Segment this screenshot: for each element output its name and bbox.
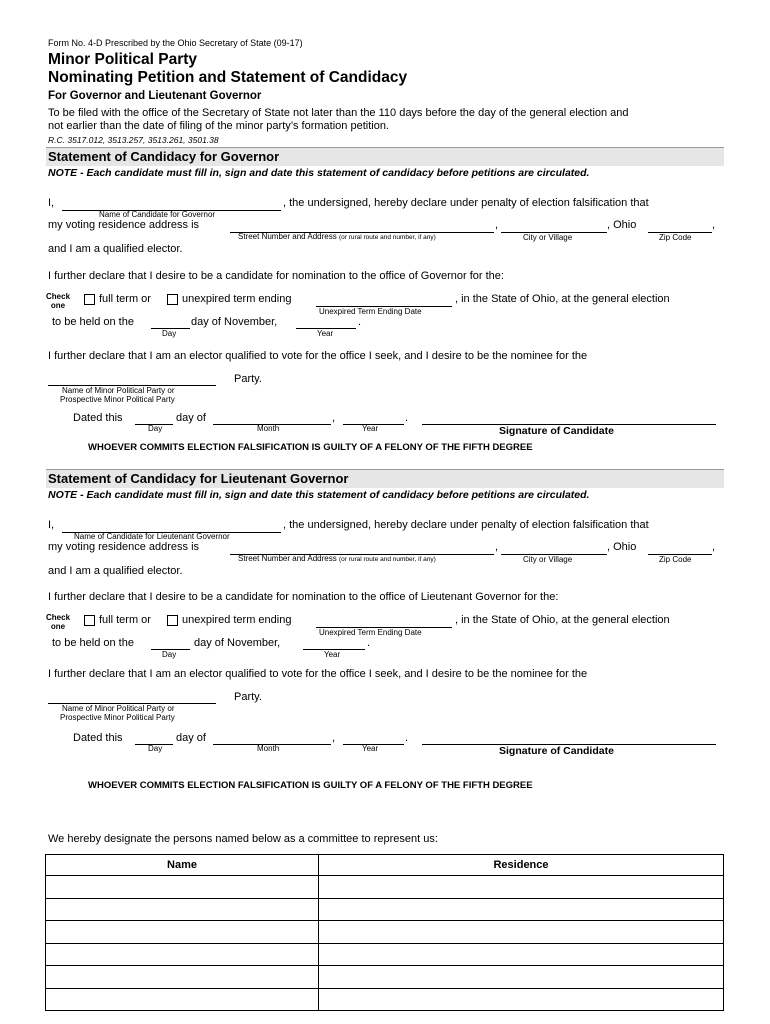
governor-full-term-checkbox[interactable] [84, 294, 95, 305]
lt-governor-unexpired-caption: Unexpired Term Ending Date [319, 628, 422, 637]
lt-governor-party-caption-2: Prospective Minor Political Party [60, 713, 175, 722]
lt-governor-day-of: day of [176, 732, 206, 744]
governor-year-caption: Year [317, 329, 334, 338]
lt-governor-dated-comma: , [332, 732, 336, 744]
committee-intro: We hereby designate the persons named below as a committee to represent us: [48, 833, 438, 845]
governor-street-caption: Street Number and Address (or rural route and number, if any) [238, 232, 436, 241]
table-row [46, 876, 724, 899]
form-subtitle: For Governor and Lieutenant Governor [48, 90, 262, 102]
governor-unexpired-term-checkbox[interactable] [167, 294, 178, 305]
lt-governor-zip-caption: Zip Code [659, 555, 692, 564]
lt-governor-full-term-label: full term or [99, 614, 151, 626]
lt-governor-day-caption: Day [162, 650, 177, 659]
lt-governor-street-caption: Street Number and Address (or rural route and number, if any) [238, 554, 436, 563]
lt-governor-party-label: Party. [234, 691, 262, 703]
governor-held-on-label: to be held on the [52, 316, 134, 328]
governor-day-of: day of [176, 412, 206, 424]
governor-note: NOTE - Each candidate must fill in, sign and date this statement of candidacy before petitions are circulated. [48, 167, 590, 179]
governor-ohio-label: , Ohio [607, 219, 637, 231]
table-row [46, 943, 724, 966]
governor-city-caption: City or Village [523, 233, 573, 242]
governor-dated-period: . [405, 412, 409, 424]
committee-residence-cell[interactable] [319, 966, 724, 989]
governor-unexpired-caption: Unexpired Term Ending Date [319, 307, 422, 316]
governor-further-declare-elector: I further declare that I am an elector qualified to vote for the office I seek, and I desire to be the nominee for the [48, 350, 588, 362]
lt-governor-name-caption: Name of Candidate for Lieutenant Governor [74, 532, 230, 541]
form-number: Form No. 4-D Prescribed by the Ohio Secretary of State (09-17) [48, 38, 303, 48]
governor-declare-text: , the undersigned, hereby declare under penalty of election falsification that [283, 197, 649, 209]
committee-residence-cell[interactable] [319, 876, 724, 899]
governor-section-header [46, 147, 724, 166]
governor-period: . [358, 316, 362, 328]
lt-governor-section-header [46, 469, 724, 488]
committee-table [45, 854, 724, 1011]
table-row [46, 966, 724, 989]
governor-state-text: , in the State of Ohio, at the general election [455, 293, 670, 305]
governor-party-caption-1: Name of Minor Political Party or [62, 386, 175, 395]
governor-comma: , [495, 219, 499, 231]
lt-governor-dated-period: . [405, 732, 409, 744]
revised-code-reference: R.C. 3517.012, 3513.257, 3513.261, 3501.38 [48, 135, 219, 145]
lt-governor-party-caption-1: Name of Minor Political Party or [62, 704, 175, 713]
committee-name-cell[interactable] [46, 921, 319, 944]
lt-governor-period: . [367, 637, 371, 649]
lt-governor-unexpired-term-label: unexpired term ending [182, 614, 292, 626]
governor-full-term-label: full term or [99, 293, 151, 305]
governor-dated-day-caption: Day [148, 424, 163, 433]
governor-falsification-warning: WHOEVER COMMITS ELECTION FALSIFICATION IS GUILTY OF A FELONY OF THE FIFTH DEGREE [88, 442, 533, 453]
committee-residence-cell[interactable] [319, 921, 724, 944]
lt-governor-held-on-label: to be held on the [52, 637, 134, 649]
lt-governor-state-text: , in the State of Ohio, at the general election [455, 614, 670, 626]
lt-governor-dated-day-caption: Day [148, 744, 163, 753]
governor-unexpired-term-label: unexpired term ending [182, 293, 292, 305]
committee-name-cell[interactable] [46, 988, 319, 1011]
filing-instructions-line-2: not earlier than the date of filing of the minor party’s formation petition. [48, 120, 389, 132]
committee-name-cell[interactable] [46, 876, 319, 899]
table-row [46, 921, 724, 944]
committee-residence-cell[interactable] [319, 988, 724, 1011]
form-title-minor-party: Minor Political Party [48, 51, 198, 68]
lt-governor-year-caption: Year [324, 650, 341, 659]
governor-dated-month-caption: Month [257, 424, 280, 433]
form-title-petition: Nominating Petition and Statement of Candidacy [48, 69, 408, 86]
governor-dated-this: Dated this [73, 412, 123, 424]
governor-party-label: Party. [234, 373, 262, 385]
governor-day-caption: Day [162, 329, 177, 338]
governor-zip-caption: Zip Code [659, 233, 692, 242]
governor-signature-label: Signature of Candidate [499, 425, 614, 437]
lt-governor-further-declare-office: I further declare that I desire to be a candidate for nomination to the office of Lieutenant Governor for the: [48, 591, 559, 603]
lt-governor-zip-comma: , [712, 541, 716, 553]
lt-governor-signature-label: Signature of Candidate [499, 745, 614, 757]
governor-day-of-november: day of November, [191, 316, 278, 328]
committee-name-cell[interactable] [46, 943, 319, 966]
governor-name-caption: Name of Candidate for Governor [99, 210, 216, 219]
lt-governor-declare-text: , the undersigned, hereby declare under penalty of election falsification that [283, 519, 649, 531]
lt-governor-qualified-text: and I am a qualified elector. [48, 565, 183, 577]
governor-dated-year-caption: Year [362, 424, 379, 433]
governor-zip-comma: , [712, 219, 716, 231]
lt-governor-further-declare-elector: I further declare that I am an elector qualified to vote for the office I seek, and I desire to be the nominee for the [48, 668, 588, 680]
lt-governor-comma: , [495, 541, 499, 553]
lt-governor-dated-year-caption: Year [362, 744, 379, 753]
committee-residence-cell[interactable] [319, 898, 724, 921]
governor-party-caption-2: Prospective Minor Political Party [60, 395, 175, 404]
lt-governor-note: NOTE - Each candidate must fill in, sign and date this statement of candidacy before petitions are circulated. [48, 489, 590, 501]
committee-name-cell[interactable] [46, 966, 319, 989]
governor-qualified-text: and I am a qualified elector. [48, 243, 183, 255]
table-row [46, 988, 724, 1011]
lt-governor-ohio-label: , Ohio [607, 541, 637, 553]
lt-governor-i-label: I, [48, 519, 55, 531]
lt-governor-falsification-warning: WHOEVER COMMITS ELECTION FALSIFICATION IS GUILTY OF A FELONY OF THE FIFTH DEGREE [88, 780, 533, 791]
lt-governor-dated-this: Dated this [73, 732, 123, 744]
committee-name-header: Name [46, 855, 319, 876]
lt-governor-full-term-checkbox[interactable] [84, 615, 95, 626]
lt-governor-residence-label: my voting residence address is [48, 541, 200, 553]
lt-governor-check-one-label: Check one [46, 613, 71, 631]
committee-residence-header: Residence [319, 855, 724, 876]
committee-name-cell[interactable] [46, 898, 319, 921]
governor-dated-comma: , [332, 412, 336, 424]
governor-i-label: I, [48, 197, 55, 209]
committee-residence-cell[interactable] [319, 943, 724, 966]
table-row [46, 898, 724, 921]
governor-residence-label: my voting residence address is [48, 219, 200, 231]
lt-governor-city-caption: City or Village [523, 555, 573, 564]
governor-further-declare-office: I further declare that I desire to be a candidate for nomination to the office of Governor for the: [48, 270, 504, 282]
lt-governor-day-of-november: day of November, [194, 637, 281, 649]
governor-check-one-label: Check one [46, 292, 71, 310]
lt-governor-section-title: Statement of Candidacy for Lieutenant Governor [48, 471, 349, 486]
filing-instructions-line-1: To be filed with the office of the Secretary of State not later than the 110 days before the day of the general election and [48, 107, 629, 119]
lt-governor-unexpired-term-checkbox[interactable] [167, 615, 178, 626]
lt-governor-dated-month-caption: Month [257, 744, 280, 753]
committee-header-row [46, 855, 724, 876]
governor-section-title: Statement of Candidacy for Governor [48, 149, 280, 164]
